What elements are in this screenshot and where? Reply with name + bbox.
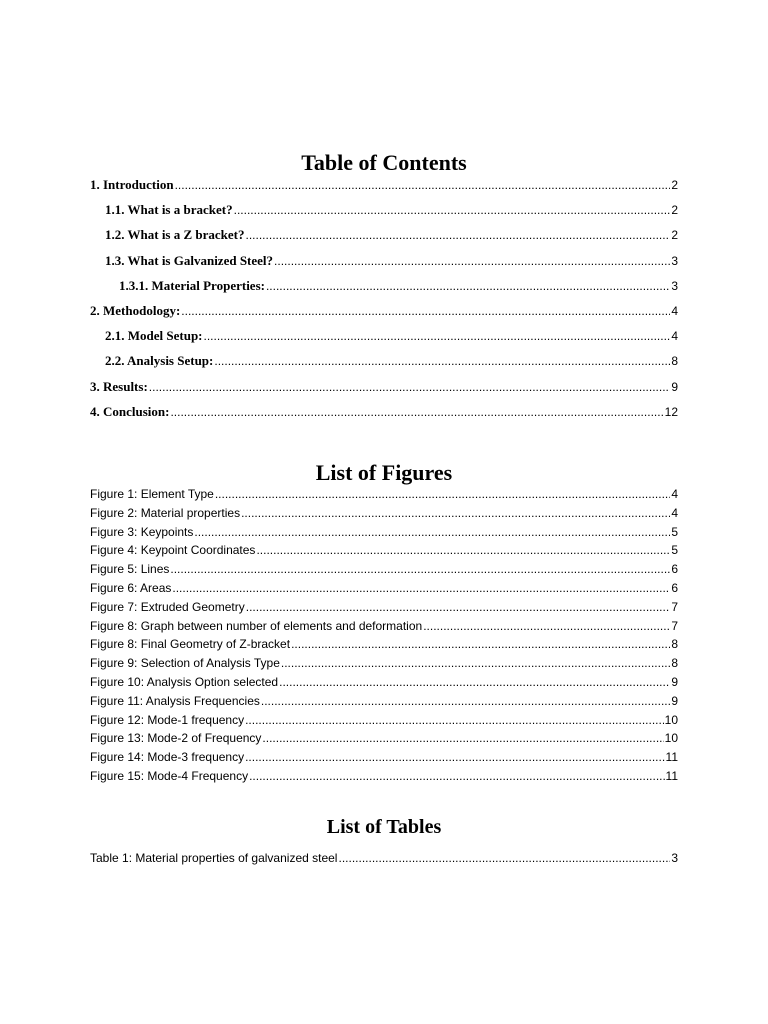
lof-entry-text: Figure 14: Mode-3 frequency: [90, 750, 245, 765]
lof-entry-text: Figure 3: Keypoints: [90, 524, 194, 539]
toc-entry[interactable]: [90, 379, 678, 404]
lot-title: List of Tables: [326, 816, 442, 838]
lof-entry-text: Figure 2: Material properties: [90, 505, 241, 520]
toc-entry-text: 1.1. What is a bracket?: [105, 202, 233, 218]
toc-entry[interactable]: [90, 328, 678, 353]
lof-entry-text: Figure 9: Selection of Analysis Type: [90, 656, 280, 671]
toc-entry-text: 2.2. Analysis Setup:: [105, 353, 214, 369]
toc-entry-text: 1.3. What is Galvanized Steel?: [105, 252, 274, 268]
lof-entry[interactable]: [90, 543, 678, 562]
lot-list: [90, 851, 678, 870]
lof-entry-page: 4: [671, 487, 678, 501]
toc-entry[interactable]: [90, 253, 678, 278]
lof-entry-text: Figure 8: Graph between number of elements and deformation: [90, 618, 423, 633]
lof-entry-page: 8: [671, 656, 678, 671]
leader-dots: [149, 380, 671, 394]
toc-entry-text: 2. Methodology:: [90, 302, 181, 318]
leader-dots: [246, 228, 671, 242]
leader-dots: [234, 203, 671, 217]
toc-entry-text: 1.2. What is a Z bracket?: [105, 227, 245, 243]
lof-entry-page: 11: [665, 750, 678, 765]
lof-entry-page: 5: [671, 524, 678, 539]
lof-entry[interactable]: [90, 619, 678, 638]
leader-dots: [172, 581, 670, 595]
toc-entry-page: 8: [671, 354, 678, 369]
lof-entry-text: Figure 5: Lines: [90, 562, 170, 577]
leader-dots: [181, 304, 670, 318]
leader-dots: [256, 543, 670, 557]
lof-entry[interactable]: [90, 713, 678, 732]
leader-dots: [281, 656, 670, 670]
lof-entry-page: 10: [664, 712, 678, 727]
leader-dots: [266, 279, 670, 293]
leader-dots: [291, 637, 670, 651]
lot-entry-text: Table 1: Material properties of galvanized steel: [90, 851, 338, 865]
lof-entry-text: Figure 4: Keypoint Coordinates: [90, 543, 256, 558]
lof-entry[interactable]: [90, 562, 678, 581]
lof-entry[interactable]: [90, 600, 678, 619]
lof-entry-text: Figure 10: Analysis Option selected: [90, 674, 279, 689]
leader-dots: [261, 694, 670, 708]
lof-list: [90, 487, 678, 788]
lof-entry-page: 5: [671, 543, 678, 558]
toc-entry-page: 3: [671, 278, 678, 293]
leader-dots: [249, 769, 664, 783]
lof-entry-text: Figure 12: Mode-1 frequency: [90, 712, 245, 727]
toc-entry-page: 2: [671, 203, 678, 218]
leader-dots: [246, 600, 671, 614]
lof-entry-page: 11: [665, 768, 678, 783]
leader-dots: [175, 178, 671, 192]
toc-entry-page: 4: [671, 329, 678, 344]
lof-entry-page: 7: [671, 618, 678, 633]
toc-entry-text: 1.3.1. Material Properties:: [119, 277, 265, 293]
toc-entry-page: 12: [664, 404, 678, 419]
lof-entry[interactable]: [90, 656, 678, 675]
leader-dots: [245, 713, 664, 727]
lof-entry[interactable]: [90, 487, 678, 506]
lof-entry-page: 8: [671, 637, 678, 652]
lof-entry-page: 9: [671, 693, 678, 708]
leader-dots: [279, 675, 670, 689]
lof-entry[interactable]: [90, 731, 678, 750]
lot-entry[interactable]: [90, 851, 678, 870]
toc-entry[interactable]: [90, 227, 678, 252]
lof-entry-text: Figure 8: Final Geometry of Z-bracket: [90, 637, 291, 652]
lof-entry-text: Figure 13: Mode-2 of Frequency: [90, 731, 262, 746]
toc-entry-page: 4: [671, 303, 678, 318]
lof-entry[interactable]: [90, 769, 678, 788]
lot-entry-page: 3: [671, 851, 678, 865]
toc-entry-text: 1. Introduction: [90, 177, 174, 192]
lof-entry[interactable]: [90, 506, 678, 525]
lof-entry-page: 7: [671, 599, 678, 614]
toc-entry-page: 3: [671, 253, 678, 268]
toc-entry-page: 2: [671, 178, 678, 192]
lof-entry-text: Figure 7: Extruded Geometry: [90, 599, 245, 614]
leader-dots: [194, 525, 670, 539]
leader-dots: [338, 851, 670, 865]
lof-entry[interactable]: [90, 637, 678, 656]
lof-entry[interactable]: [90, 525, 678, 544]
leader-dots: [214, 354, 670, 368]
leader-dots: [245, 750, 664, 764]
leader-dots: [423, 619, 670, 633]
leader-dots: [241, 506, 670, 520]
toc-entry[interactable]: [90, 278, 678, 303]
lof-entry-page: 4: [671, 505, 678, 520]
toc-entry-text: 3. Results:: [90, 378, 148, 394]
lof-entry-page: 9: [671, 674, 678, 689]
lof-title: List of Figures: [315, 460, 453, 485]
lof-entry[interactable]: [90, 581, 678, 600]
toc-list: [90, 177, 678, 429]
toc-title: Table of Contents: [301, 150, 467, 175]
leader-dots: [170, 562, 670, 576]
toc-entry-page: 9: [671, 379, 678, 394]
leader-dots: [274, 254, 670, 268]
toc-entry-text: 2.1. Model Setup:: [105, 328, 203, 344]
lof-entry-page: 6: [671, 562, 678, 577]
lof-entry-text: Figure 11: Analysis Frequencies: [90, 693, 260, 708]
lof-entry-text: Figure 6: Areas: [90, 580, 172, 595]
lof-entry-page: 6: [671, 580, 678, 595]
toc-entry[interactable]: [90, 202, 678, 227]
leader-dots: [262, 731, 663, 745]
toc-entry[interactable]: [90, 303, 678, 328]
toc-entry-page: 2: [671, 228, 678, 243]
toc-entry[interactable]: [90, 353, 678, 378]
lof-entry[interactable]: [90, 750, 678, 769]
toc-entry[interactable]: [90, 404, 678, 429]
toc-entry[interactable]: [90, 177, 678, 202]
leader-dots: [204, 329, 671, 343]
lof-entry[interactable]: [90, 675, 678, 694]
lof-entry[interactable]: [90, 694, 678, 713]
lof-entry-text: Figure 1: Element Type: [90, 487, 214, 501]
lof-entry-page: 10: [664, 731, 678, 746]
leader-dots: [170, 405, 663, 419]
leader-dots: [215, 487, 670, 501]
toc-entry-text: 4. Conclusion:: [90, 403, 170, 419]
lof-entry-text: Figure 15: Mode-4 Frequency: [90, 768, 249, 783]
